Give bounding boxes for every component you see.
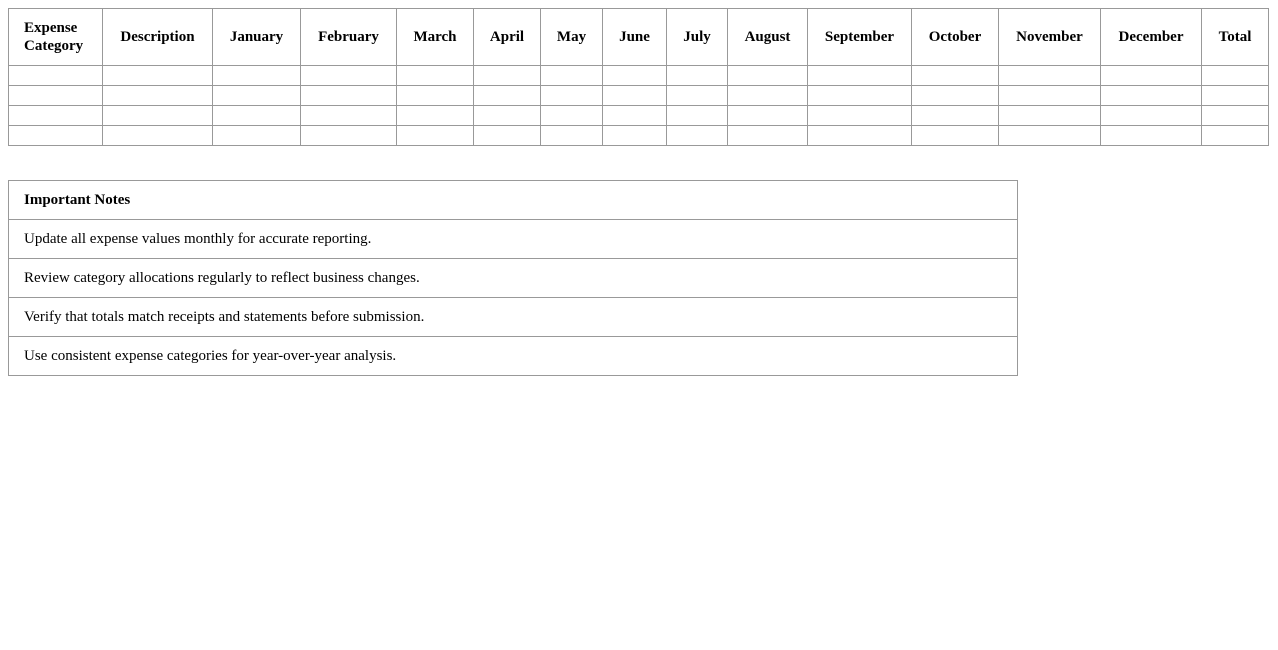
table-cell[interactable] <box>541 86 603 106</box>
table-cell[interactable] <box>9 66 103 86</box>
table-cell[interactable] <box>728 86 808 106</box>
table-cell[interactable] <box>301 86 397 106</box>
note-item: Verify that totals match receipts and statements before submission. <box>9 298 1018 337</box>
table-cell[interactable] <box>1202 106 1269 126</box>
header-may: May <box>541 9 603 66</box>
table-cell[interactable] <box>301 126 397 146</box>
table-cell[interactable] <box>474 126 541 146</box>
table-cell[interactable] <box>1202 126 1269 146</box>
note-row <box>9 337 1018 376</box>
table-cell[interactable] <box>808 86 912 106</box>
table-cell[interactable] <box>999 66 1101 86</box>
notes-title-row <box>9 181 1018 220</box>
table-cell[interactable] <box>728 106 808 126</box>
table-cell[interactable] <box>9 126 103 146</box>
table-cell[interactable] <box>603 66 667 86</box>
table-cell[interactable] <box>541 126 603 146</box>
header-description: Description <box>103 9 213 66</box>
table-cell[interactable] <box>728 126 808 146</box>
table-cell[interactable] <box>541 106 603 126</box>
table-cell[interactable] <box>474 66 541 86</box>
note-item: Review category allocations regularly to reflect business changes. <box>9 259 1018 298</box>
table-cell[interactable] <box>397 66 474 86</box>
table-cell[interactable] <box>603 86 667 106</box>
header-october: October <box>912 9 999 66</box>
note-item: Use consistent expense categories for year-over-year analysis. <box>9 337 1018 376</box>
table-cell[interactable] <box>474 106 541 126</box>
table-cell[interactable] <box>1101 106 1202 126</box>
table-row <box>9 66 1269 86</box>
table-cell[interactable] <box>1101 66 1202 86</box>
table-cell[interactable] <box>474 86 541 106</box>
table-cell[interactable] <box>603 126 667 146</box>
header-total: Total <box>1202 9 1269 66</box>
table-cell[interactable] <box>999 126 1101 146</box>
header-february: February <box>301 9 397 66</box>
table-cell[interactable] <box>213 106 301 126</box>
table-cell[interactable] <box>541 66 603 86</box>
table-cell[interactable] <box>213 126 301 146</box>
notes-title: Important Notes <box>9 181 1018 220</box>
note-row <box>9 259 1018 298</box>
header-july: July <box>667 9 728 66</box>
table-row <box>9 126 1269 146</box>
header-august: August <box>728 9 808 66</box>
table-cell[interactable] <box>912 106 999 126</box>
table-cell[interactable] <box>103 126 213 146</box>
table-cell[interactable] <box>397 86 474 106</box>
notes-table <box>8 180 1018 376</box>
header-december: December <box>1101 9 1202 66</box>
table-cell[interactable] <box>103 66 213 86</box>
note-row <box>9 220 1018 259</box>
table-cell[interactable] <box>9 86 103 106</box>
table-cell[interactable] <box>667 86 728 106</box>
header-september: September <box>808 9 912 66</box>
header-row <box>9 9 1269 66</box>
note-item: Update all expense values monthly for accurate reporting. <box>9 220 1018 259</box>
header-november: November <box>999 9 1101 66</box>
note-row <box>9 298 1018 337</box>
header-march: March <box>397 9 474 66</box>
header-june: June <box>603 9 667 66</box>
table-cell[interactable] <box>213 66 301 86</box>
table-cell[interactable] <box>1202 86 1269 106</box>
table-cell[interactable] <box>667 106 728 126</box>
header-april: April <box>474 9 541 66</box>
table-row <box>9 106 1269 126</box>
table-cell[interactable] <box>999 106 1101 126</box>
table-row <box>9 86 1269 106</box>
table-cell[interactable] <box>912 86 999 106</box>
table-cell[interactable] <box>808 126 912 146</box>
table-cell[interactable] <box>603 106 667 126</box>
table-cell[interactable] <box>103 86 213 106</box>
header-expense-category: Expense Category <box>9 9 103 66</box>
table-cell[interactable] <box>808 106 912 126</box>
table-cell[interactable] <box>912 66 999 86</box>
expense-table-body <box>9 66 1269 146</box>
table-cell[interactable] <box>667 66 728 86</box>
table-cell[interactable] <box>808 66 912 86</box>
table-cell[interactable] <box>103 106 213 126</box>
table-cell[interactable] <box>9 106 103 126</box>
table-cell[interactable] <box>213 86 301 106</box>
table-cell[interactable] <box>667 126 728 146</box>
table-cell[interactable] <box>912 126 999 146</box>
table-cell[interactable] <box>1101 86 1202 106</box>
table-cell[interactable] <box>728 66 808 86</box>
table-cell[interactable] <box>999 86 1101 106</box>
table-cell[interactable] <box>301 106 397 126</box>
table-cell[interactable] <box>1202 66 1269 86</box>
table-cell[interactable] <box>1101 126 1202 146</box>
table-cell[interactable] <box>301 66 397 86</box>
expense-table <box>8 8 1269 146</box>
header-january: January <box>213 9 301 66</box>
table-cell[interactable] <box>397 106 474 126</box>
table-cell[interactable] <box>397 126 474 146</box>
